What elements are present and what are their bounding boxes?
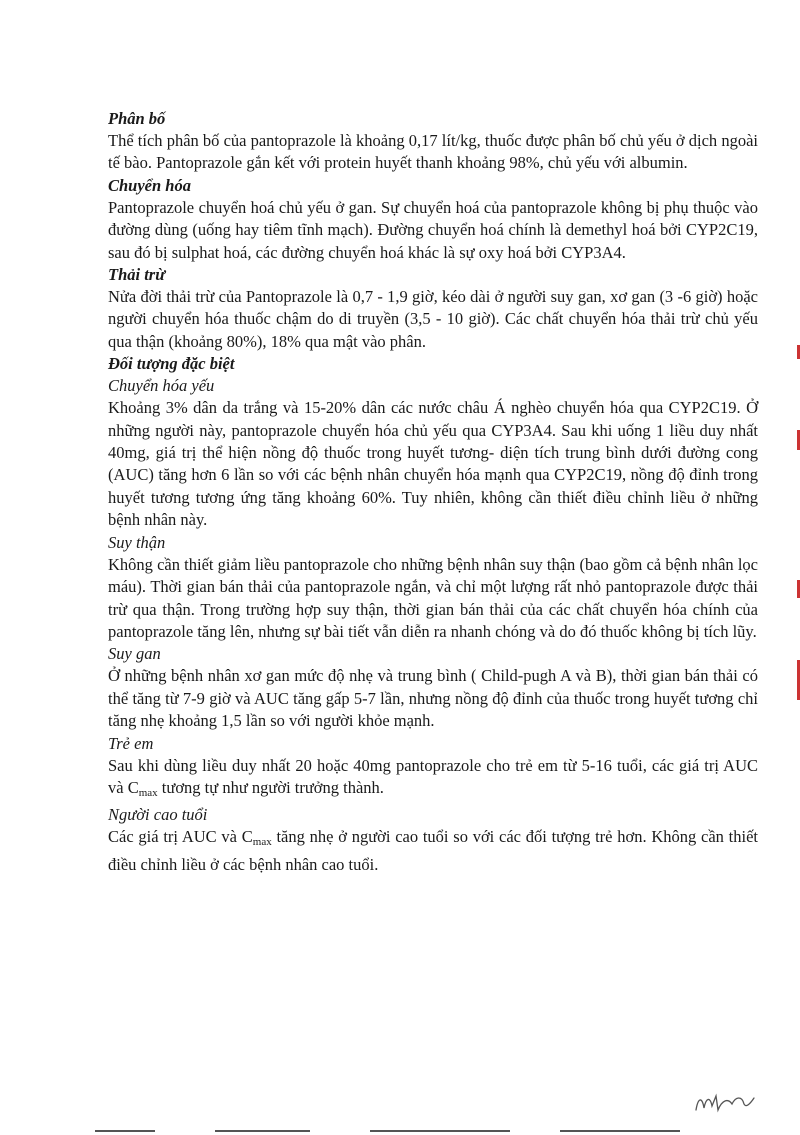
paragraph-suy-gan: Ở những bệnh nhân xơ gan mức độ nhẹ và trung bình ( Child-pugh A và B), thời gian bán thải có thể tăng từ 7-9 giờ và AUC tăng gấp 5-7 lần, nhưng nồng độ đỉnh của thuốc trong huyết tương chỉ tăng nhẹ khoảng 1,5 lần so với người khỏe mạnh. bbox=[108, 666, 758, 731]
footer-rule bbox=[95, 1130, 155, 1132]
footer-rule bbox=[215, 1130, 310, 1132]
text-tre-em-after: tương tự như người trưởng thành. bbox=[157, 777, 384, 797]
subheading-tre-em: Trẻ em bbox=[108, 733, 154, 753]
paragraph-phan-bo: Thể tích phân bố của pantoprazole là khoảng 0,17 lít/kg, thuốc được phân bố chủ yếu ở dịch ngoài tế bào. Pantoprazole gắn kết với protein huyết thanh khoảng 98%, chủ yếu với albumin. bbox=[108, 131, 758, 173]
subheading-suy-than: Suy thận bbox=[108, 532, 166, 552]
heading-doi-tuong-dac-biet: Đối tượng đặc biệt bbox=[108, 354, 235, 374]
subheading-suy-gan: Suy gan bbox=[108, 644, 161, 664]
heading-phan-bo: Phân bố bbox=[108, 109, 166, 128]
text-tre-em-before: Sau khi dùng liều duy nhất 20 hoặc 40mg pantoprazole cho trẻ em từ 5-16 tuổi, các giá trị AUC và C bbox=[108, 755, 758, 797]
document-body bbox=[108, 108, 758, 876]
signature-icon bbox=[692, 1090, 756, 1116]
paragraph-thai-tru: Nửa đời thải trừ của Pantoprazole là 0,7 - 1,9 giờ, kéo dài ở người suy gan, xơ gan (3 -6 giờ) hoặc người chuyển hóa thuốc chậm do di truyền (3,5 - 10 giờ). Các chất chuyển hóa thải trừ chủ yếu qua thận (khoảng 80%), 18% qua mật vào phân. bbox=[108, 287, 758, 351]
footer-rule bbox=[370, 1130, 510, 1132]
heading-thai-tru: Thải trừ bbox=[108, 265, 166, 285]
subscript-max: max bbox=[138, 786, 158, 799]
heading-chuyen-hoa: Chuyển hóa bbox=[108, 175, 191, 195]
footer-rule bbox=[560, 1130, 680, 1132]
text-cao-tuoi-before: Các giá trị AUC và C bbox=[108, 827, 253, 847]
paragraph-chuyen-hoa: Pantoprazole chuyển hoá chủ yếu ở gan. Sự chuyển hoá của pantoprazole không bị phụ thuộc vào đường dùng (uống hay tiêm tĩnh mạch). Đường chuyển hoá chính là demethyl hoá bởi CYP2C19, sau đó bị sulphat hoá, các đường chuyển hoá khác là sự oxy hoá bởi CYP3A4. bbox=[108, 197, 758, 262]
paragraph-tre-em bbox=[108, 755, 758, 805]
text-cao-tuoi-after: tăng nhẹ ở người cao tuổi so với các đối tượng trẻ hơn. Không cần thiết điều chỉnh liều ở các bệnh nhân cao tuổi. bbox=[108, 827, 758, 874]
paragraph-suy-than: Không cần thiết giảm liều pantoprazole cho những bệnh nhân suy thận (bao gồm cả bệnh nhân lọc máu). Thời gian bán thải của pantoprazole ngắn, và chỉ một lượng rất nhỏ pantoprazole được thải trừ qua thận. Trong trường hợp suy thận, thời gian bán thải của các chất chuyển hóa chính của pantoprazole tăng lên, nhưng sự bài tiết vẫn diễn ra nhanh chóng và do đó thuốc không bị tích lũy. bbox=[108, 554, 758, 641]
subscript-max: max bbox=[252, 836, 272, 849]
paragraph-nguoi-cao-tuoi bbox=[108, 826, 758, 876]
subheading-chuyen-hoa-yeu: Chuyển hóa yếu bbox=[108, 376, 215, 396]
subheading-nguoi-cao-tuoi: Người cao tuổi bbox=[108, 805, 208, 825]
paragraph-chuyen-hoa-yeu: Khoảng 3% dân da trắng và 15-20% dân các nước châu Á nghèo chuyển hóa qua CYP2C19. Ở những người này, pantoprazole chuyển hóa chủ yếu qua CYP3A4. Sau khi uống 1 liều duy nhất 40mg, giá trị thể hiện nồng độ thuốc trong huyết tương- diện tích trung bình dưới đường cong (AUC) tăng hơn 6 lần so với các bệnh nhân chuyển hóa mạnh qua CYP2C19, nồng độ đỉnh trong huyết tương tương ứng tăng khoảng 60%. Tuy nhiên, không cần thiết điều chỉnh liều ở những bệnh nhân này. bbox=[108, 398, 758, 530]
